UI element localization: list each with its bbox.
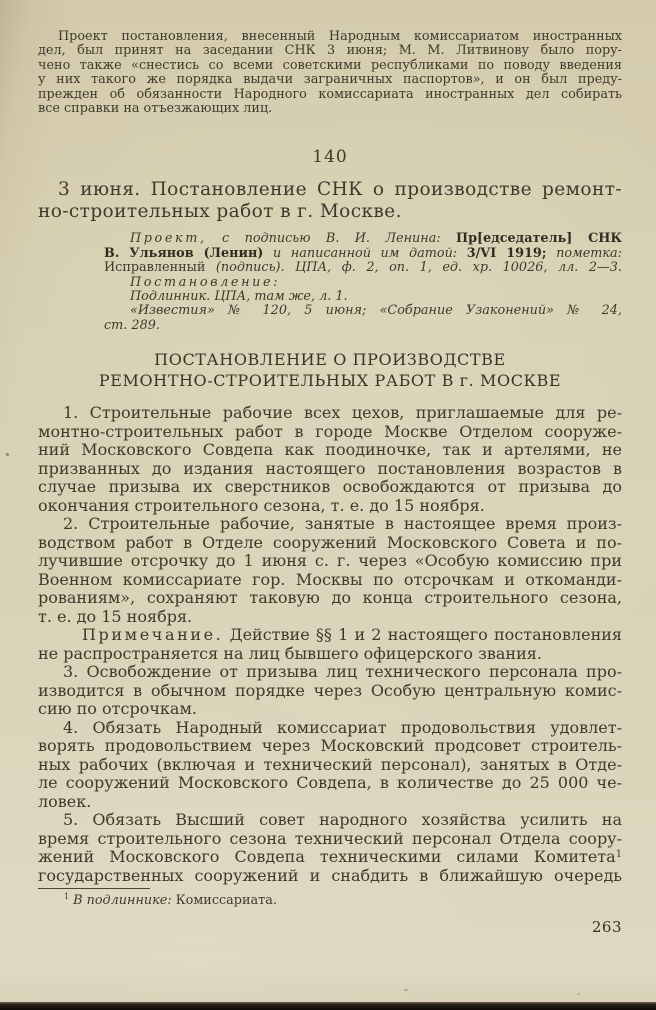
text-line: [38, 404, 622, 423]
text-segment: Подлинник. ЦПА, там же, л. 1.: [130, 289, 348, 305]
text-segment: у них такого же порядка выдачи заграничных паспортов», и он был преду-: [38, 72, 622, 88]
text-segment: лучившие отсрочку до 1 июня с. г. через «Особую комиссию при: [38, 551, 622, 571]
text-line: [38, 73, 622, 87]
text-segment: все справки на отъезжающих лиц.: [38, 101, 273, 117]
page-number: 263: [591, 918, 622, 937]
text-segment: чено также «снестись со всеми советскими республиками по поводу введения: [38, 57, 622, 73]
text-line: [38, 589, 622, 608]
text-line: [38, 201, 622, 223]
text-line: [38, 663, 622, 682]
text-line: [38, 534, 622, 553]
text-segment: ле сооружений Московского Совдепа, в количестве до 25 000 че-: [38, 773, 622, 793]
text-segment: 3. Освобождение от призыва лиц технического персонала про-: [63, 662, 622, 682]
text-segment: Действие §§ 1 и 2 настоящего постановления: [223, 625, 622, 645]
text-line: [38, 371, 622, 392]
scan-edge-shadow: [0, 1002, 656, 1010]
text-segment: случае призыва их сверстников освобождаются от призыва до: [38, 477, 622, 497]
text-segment: В. Ульянов (Ленин): [104, 245, 264, 261]
text-line: [38, 608, 622, 627]
text-line: [104, 304, 622, 318]
text-segment: сию по отсрочкам.: [38, 699, 197, 719]
text-segment: прежден об обязанности Народного комиссариата иностранных дел собирать: [38, 86, 622, 102]
text-segment: ст. 289.: [104, 317, 160, 333]
text-line: [38, 682, 622, 701]
text-segment: ний Московского Совдепа как поодиночке, так и артелями, не: [38, 440, 622, 460]
text-segment: но-строительных работ в г. Москве.: [38, 200, 402, 222]
text-line: [104, 290, 622, 304]
document-number: 140: [312, 147, 348, 168]
text-segment: 1: [615, 849, 622, 861]
text-line: [38, 756, 622, 775]
text-segment: Проект постановления, внесенный Народным комиссариатом иностранных: [58, 29, 622, 44]
text-line: [38, 423, 622, 442]
text-line: [38, 893, 622, 908]
text-segment: 3 июня. Постановление СНК о производстве ремонт-: [58, 179, 622, 201]
text-segment: «Известия» № 120, 5 июня; «Собрание Узаконений» № 24,: [130, 303, 622, 319]
text-line: [104, 319, 622, 333]
text-segment: 1. Строительные рабочие всех цехов, приглашаемые для ре-: [63, 403, 622, 423]
text-line: [104, 247, 622, 261]
text-line: [38, 88, 622, 102]
text-segment: 4. Обязать Народный комиссариат продовольствия удовлет-: [63, 717, 622, 737]
text-line: [38, 793, 622, 812]
text-segment: 5. Обязать Высший совет народного хозяйства усилить на: [63, 810, 622, 830]
text-segment: 1: [64, 892, 70, 902]
text-segment: и написанной им датой:: [263, 245, 467, 261]
text-segment: монтно-строительных работ в городе Москве Отделом сооруже-: [38, 421, 622, 441]
text-line: [38, 645, 622, 664]
document-heading: [38, 179, 622, 222]
text-segment: В подлиннике:: [73, 893, 176, 909]
text-line: [38, 350, 622, 371]
text-segment: водством работ в Отделе сооружений Московского Совета и по-: [38, 532, 622, 552]
text-line: [38, 497, 622, 516]
text-segment: не распространяется на лиц бывшего офицерского звания.: [38, 643, 542, 663]
text-line: [38, 626, 622, 645]
text-line: [104, 232, 622, 246]
text-segment: жений Московского Совдепа техническими силами Комитета: [38, 847, 616, 867]
text-line: [38, 774, 622, 793]
text-segment: (подпись). ЦПА, ф. 2, оп. 1, ед. хр. 10026, лл. 2—3.: [215, 260, 622, 276]
paper-speck: [577, 993, 580, 995]
text-segment: дел, был принят на заседании СНК 3 июня; М. М. Литвинову было пору-: [38, 43, 622, 59]
text-line: [38, 719, 622, 738]
text-line: [104, 276, 622, 290]
text-line: [38, 737, 622, 756]
text-segment: ловек.: [38, 791, 92, 811]
text-line: [38, 552, 622, 571]
text-segment: ПОСТАНОВЛЕНИЕ О ПРОИЗВОДСТВЕ: [154, 350, 506, 370]
paper-speck: [404, 989, 408, 991]
text-line: [104, 261, 622, 275]
text-segment: 2. Строительные рабочие, занятые в настоящее время произ-: [63, 514, 622, 534]
text-segment: Комиссариата.: [175, 893, 277, 909]
text-segment: с подписью В. И. Ленина:: [206, 231, 456, 247]
text-line: [38, 30, 622, 44]
text-segment: пометка:: [546, 245, 622, 261]
decree-body-text: [38, 404, 622, 885]
text-segment: Исправленный: [104, 260, 216, 276]
text-segment: государственных сооружений и снабдить в ближайшую очередь: [38, 865, 622, 885]
footnote-separator-rule: [38, 888, 150, 889]
text-segment: ворять продовольствием через Московский продсовет строитель-: [38, 736, 622, 756]
text-line: [38, 179, 622, 201]
paper-speck: [6, 453, 9, 456]
text-line: [38, 441, 622, 460]
text-line: [38, 830, 622, 849]
text-segment: изводится в обычном порядке через Особую центральную комис-: [38, 680, 622, 700]
text-line: [38, 478, 622, 497]
text-segment: РЕМОНТНО-СТРОИТЕЛЬНЫХ РАБОТ В г. МОСКВЕ: [98, 370, 562, 390]
text-line: [38, 460, 622, 479]
text-segment: т. е. до 15 ноября.: [38, 606, 193, 626]
text-segment: Проект,: [130, 231, 207, 247]
text-segment: время строительного сезона технический персонал Отдела соору-: [38, 828, 622, 848]
editorial-commentary-paragraph: [38, 30, 622, 116]
text-line: [38, 811, 622, 830]
text-line: [38, 44, 622, 58]
text-segment: Постановление:: [130, 274, 281, 290]
footnote: [38, 893, 622, 908]
text-segment: призванных до издания настоящего постановления возрастов в: [38, 458, 622, 478]
text-line: [38, 102, 622, 116]
text-segment: Пр[едседатель] СНК: [455, 231, 622, 247]
decree-title: [38, 350, 622, 391]
page-content: [38, 0, 622, 935]
text-segment: рованиям», сохраняют таковую до конца строительного сезона,: [38, 588, 622, 608]
text-segment: 3/VI 1919;: [466, 245, 547, 261]
text-segment: ных рабочих (включая и технический персонал), занятых в Отде-: [38, 754, 622, 774]
text-segment: окончания строительного сезона, т. е. до 15 ноября.: [38, 495, 485, 515]
text-line: [38, 59, 622, 73]
text-line: [38, 571, 622, 590]
text-line: [38, 867, 622, 886]
text-segment: Военном комиссариате гор. Москвы по отсрочкам и откоманди-: [38, 569, 622, 589]
text-line: [38, 515, 622, 534]
text-line: [38, 848, 622, 867]
text-line: [38, 700, 622, 719]
archival-source-note: [104, 232, 622, 333]
text-segment: Примечание.: [82, 625, 224, 645]
